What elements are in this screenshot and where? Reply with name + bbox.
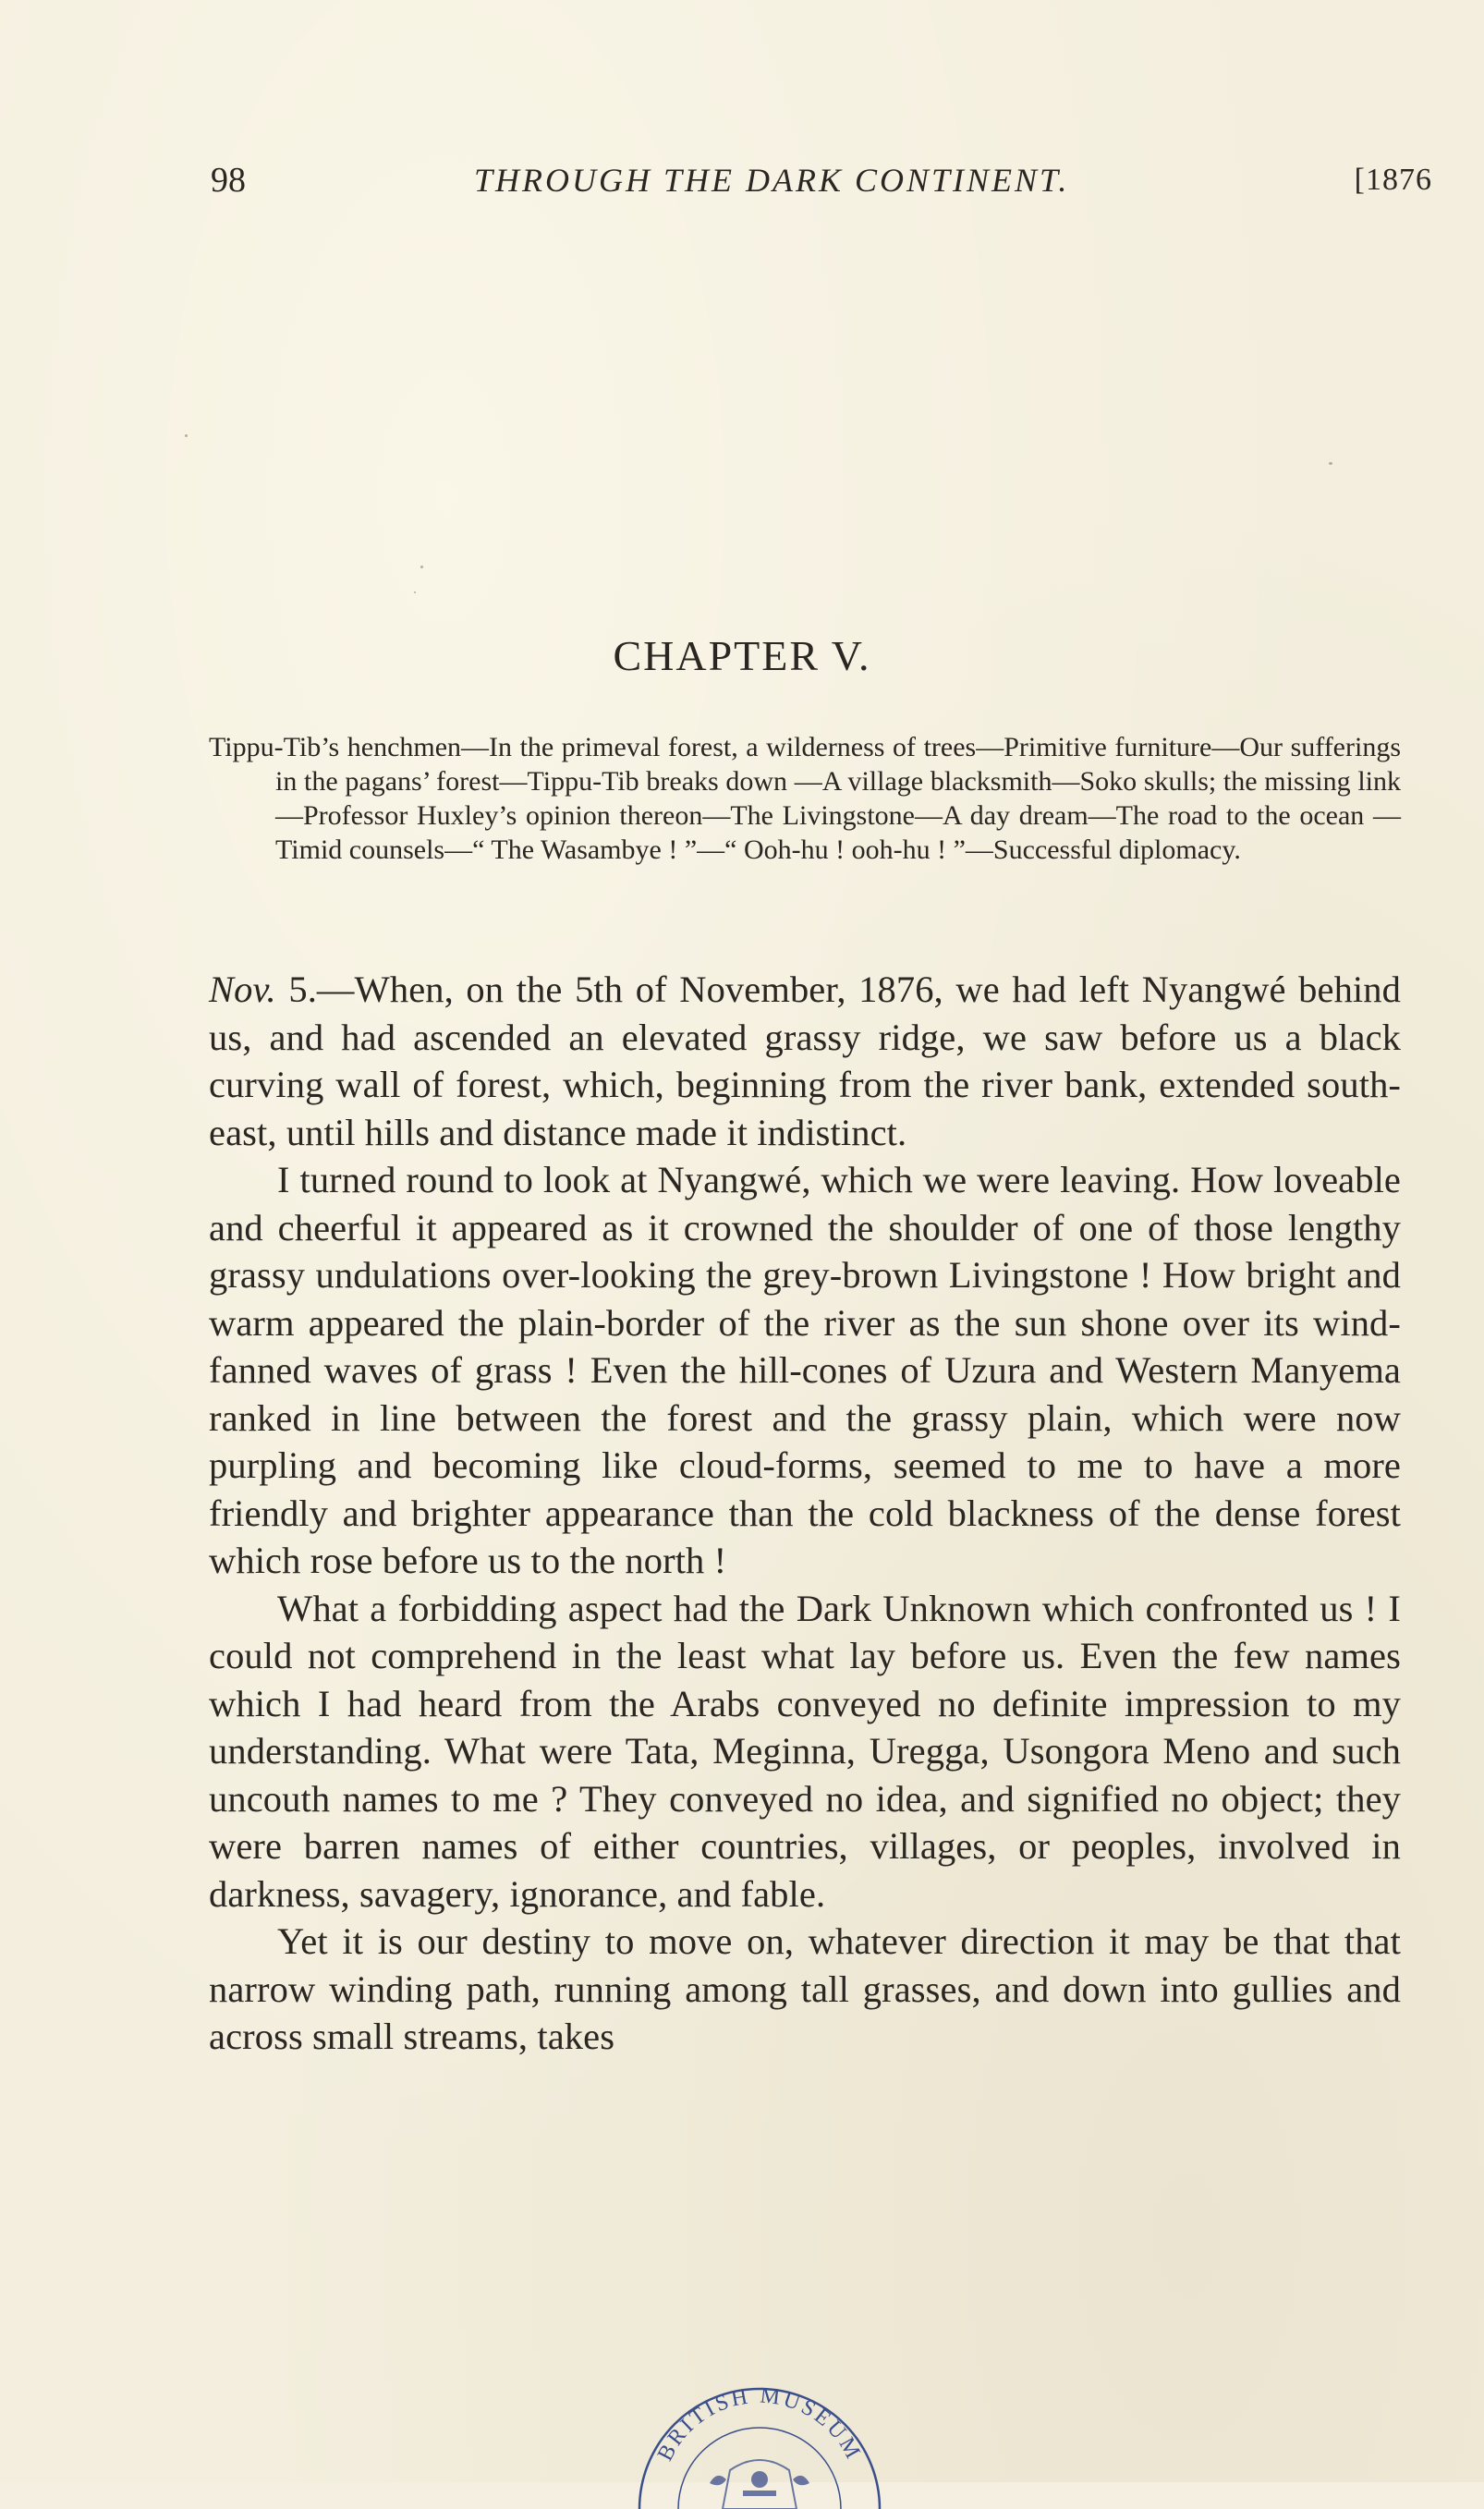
paper-speck bbox=[420, 566, 423, 568]
stamp-text bbox=[653, 2383, 866, 2465]
paragraph-1-text: 5.—When, on the 5th of November, 1876, we had left Nyangwé behind us, and had ascended an elevated grassy ridge, we saw before us a black curving wall of forest, which, beginning from the river bank, extended south-east, until hills and distance made it indistinct. bbox=[209, 968, 1401, 1153]
paragraph-3: What a forbidding aspect had the Dark Unknown which confronted us ! I could not comprehend in the least what lay before us. Even the few names which I had heard from the Arabs conveyed no definite impression to my understanding. What were Tata, Meginna, Uregga, Usongora Meno and such uncouth names to me ? They conveyed no idea, and signified no object; they were barren names of either countries, villages, or peoples, involved in darkness, savagery, ignorance, and fable. bbox=[209, 1587, 1401, 1915]
date-label: Nov. bbox=[209, 968, 276, 1010]
paragraph-4: Yet it is our destiny to move on, whatever direction it may be that that narrow winding path, running among tall grasses, and down into gullies and across small streams, takes bbox=[209, 1920, 1401, 2057]
body-text bbox=[209, 966, 1401, 2061]
paper-speck bbox=[414, 591, 416, 593]
paper-speck bbox=[1329, 462, 1332, 465]
stamp-text-path: BRITISH MUSEUM bbox=[652, 2383, 867, 2466]
library-stamp bbox=[621, 2361, 898, 2509]
stamp-crest bbox=[710, 2460, 809, 2509]
chapter-summary: Tippu-Tib’s henchmen—In the primeval forest, a wilderness of trees—Primitive furniture—Our sufferings in the pagans’ forest—Tippu-Tib breaks down —A village blacksmith—Soko skulls; the missing link—Professor Huxley’s opinion thereon—The Livingstone—A day dream—The road to the ocean —Timid counsels—“ The Wasambye ! ”—“ Ooh-hu ! ooh-hu ! ”—Successful diplomacy. bbox=[209, 732, 1401, 865]
running-head bbox=[211, 157, 1432, 203]
running-year: [1876 bbox=[1354, 163, 1432, 197]
paper-speck bbox=[185, 434, 188, 437]
chapter-title: CHAPTER V. bbox=[613, 632, 871, 679]
running-title: THROUGH THE DARK CONTINENT. bbox=[474, 162, 1070, 199]
paragraph-2: I turned round to look at Nyangwé, which we were leaving. How loveable and cheerful it appeared as it crowned the shoulder of one of those lengthy grassy undulations over-looking the grey-brown Livingstone ! How bright and warm appeared the plain-border of the river as the sun shone over its wind-fanned waves of grass ! Even the hill-cones of Uzura and Western Manyema ranked in line between the forest and the grassy plain, which were now purpling and becoming like cloud-forms, seemed to me to have a more friendly and brighter appearance than the cold blackness of the dense forest which rose before us to the north ! bbox=[209, 1159, 1401, 1581]
page-number: 98 bbox=[211, 161, 246, 200]
paragraph-1 bbox=[209, 966, 1401, 1156]
